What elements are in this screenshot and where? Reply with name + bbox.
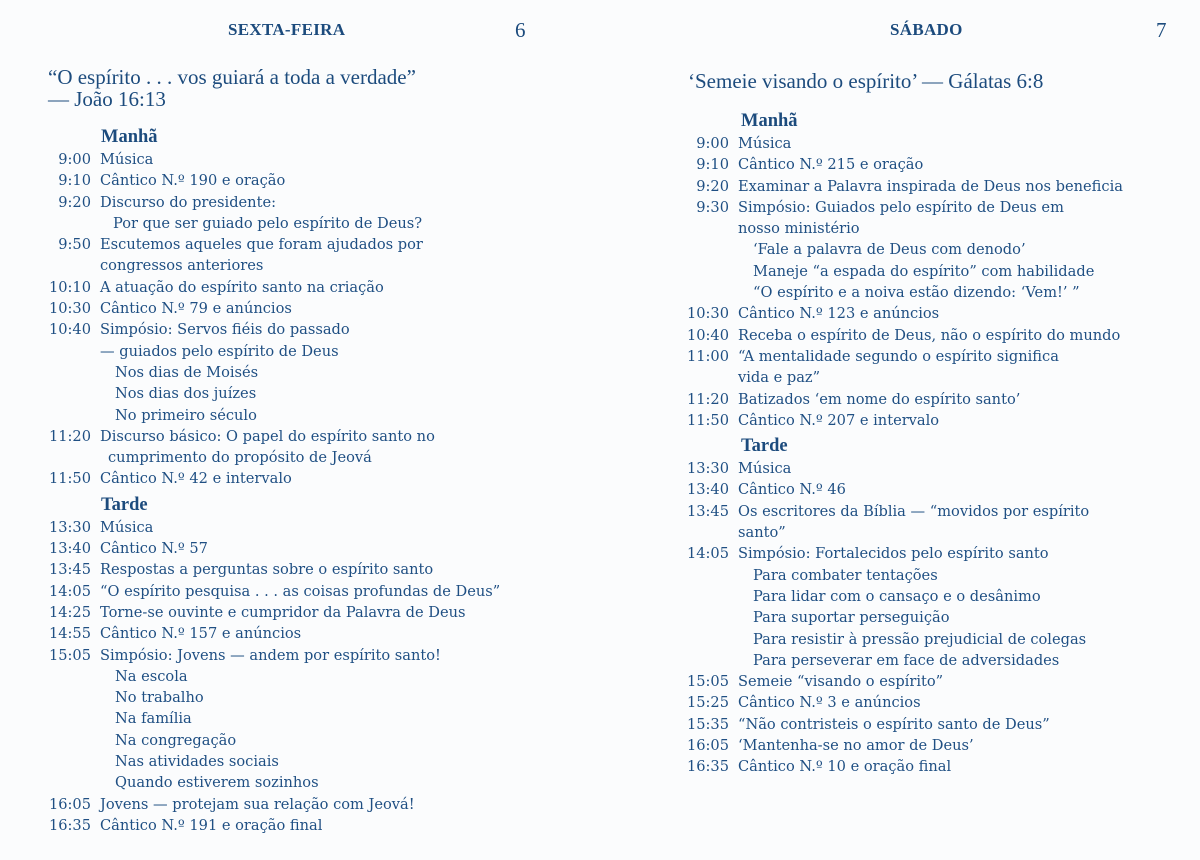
item-title: Simpósio: Servos fiéis do passado [100, 321, 350, 339]
program-item [600, 756, 1123, 777]
item-time: 13:40 [48, 540, 91, 558]
item-title: “Não contristeis o espírito santo de Deus” [738, 715, 1050, 733]
day-theme [48, 66, 568, 110]
item-time: 10:30 [686, 305, 729, 323]
program-item [600, 629, 1123, 650]
item-time: 14:05 [48, 582, 91, 600]
item-title: Música [738, 460, 792, 478]
item-title: Música [100, 151, 154, 168]
program-item [600, 218, 1123, 239]
item-time: 16:05 [686, 737, 729, 755]
program-item [600, 261, 1123, 282]
item-title: “A mentalidade segundo o espírito significa [738, 347, 1059, 365]
item-title: Música [100, 518, 154, 536]
item-title: ‘Fale a palavra de Deus com denodo’ [753, 241, 1026, 259]
page-number: 6 [515, 18, 526, 42]
item-time: 13:45 [48, 561, 91, 579]
program-item [600, 565, 1123, 586]
program-item [0, 298, 500, 319]
item-time: 9:00 [696, 135, 729, 152]
item-title: Os escritores da Bíblia — “movidos por espírito [738, 502, 1090, 520]
item-time: 14:25 [48, 603, 91, 621]
program-item [0, 277, 500, 298]
item-time: 11:50 [48, 470, 91, 488]
program-item [0, 645, 500, 666]
item-time: 16:05 [48, 795, 91, 813]
program-item [0, 623, 500, 644]
item-title: Cântico N.º 157 e anúncios [100, 625, 302, 643]
item-title: Cântico N.º 3 e anúncios [738, 694, 921, 712]
theme-line: — João 16:13 [48, 87, 166, 111]
item-title: Simpósio: Guiados pelo espírito de Deus em [738, 198, 1064, 216]
program-item [0, 383, 500, 404]
item-title: vida e paz” [738, 369, 821, 387]
item-time: 14:05 [686, 545, 729, 563]
item-title: Simpósio: Jovens — andem por espírito santo! [100, 646, 441, 664]
program-item [0, 170, 500, 191]
item-time: 13:40 [686, 481, 729, 499]
item-title: Cântico N.º 207 e intervalo [738, 411, 940, 429]
item-title: congressos anteriores [100, 257, 264, 275]
item-title: Cântico N.º 10 e oração final [738, 758, 952, 776]
item-time: 9:00 [58, 151, 91, 168]
program-item [0, 255, 500, 276]
program-item [0, 447, 500, 468]
item-title: Discurso básico: O papel do espírito santo no [100, 427, 435, 445]
program-item [0, 192, 500, 213]
item-title: nosso ministério [738, 220, 860, 238]
program-item [600, 303, 1123, 324]
section-title: Manhã [101, 127, 158, 147]
program-item [0, 581, 500, 602]
item-time: 10:30 [48, 300, 91, 318]
item-title: Para lidar com o cansaço e o desânimo [753, 587, 1041, 605]
program-item [600, 367, 1123, 388]
item-title: Cântico N.º 79 e anúncios [100, 300, 292, 318]
item-time: 9:50 [58, 236, 91, 254]
item-title: Semeie “visando o espírito” [738, 673, 944, 691]
program-item [0, 405, 500, 426]
program-item [0, 149, 500, 170]
program-item [0, 815, 500, 836]
day-heading: SÁBADO [890, 20, 963, 39]
day-theme [688, 70, 1188, 92]
item-title: “O espírito pesquisa . . . as coisas profundas de Deus” [100, 582, 501, 600]
program-item [600, 671, 1123, 692]
item-time: 10:10 [48, 278, 91, 296]
item-title: Nos dias dos juízes [115, 385, 257, 403]
program-item [600, 239, 1123, 260]
item-title: Para perseverar em face de adversidades [753, 651, 1060, 669]
item-title: Jovens — protejam sua relação com Jeová! [100, 795, 415, 813]
program-item [600, 543, 1123, 564]
program-item [600, 346, 1123, 367]
item-time: 9:20 [696, 177, 729, 195]
item-title: Na congregação [115, 731, 237, 749]
item-time: 10:40 [48, 321, 91, 339]
program-item [0, 234, 500, 255]
program-item [0, 751, 500, 772]
program-item [0, 538, 500, 559]
section-title: Tarde [101, 494, 148, 515]
theme-line: “O espírito . . . vos guiará a toda a verdade” [48, 65, 416, 89]
item-title: ‘Mantenha-se no amor de Deus’ [738, 737, 974, 755]
item-title: Nos dias de Moisés [115, 363, 259, 381]
item-title: Para resistir à pressão prejudicial de colegas [753, 630, 1087, 648]
item-title: Cântico N.º 215 e oração [738, 156, 924, 174]
item-title: Examinar a Palavra inspirada de Deus nos beneficia [738, 177, 1123, 195]
item-title: Cântico N.º 46 [738, 481, 846, 499]
program-list [0, 122, 500, 836]
program-item [600, 501, 1123, 522]
item-time: 9:10 [58, 172, 91, 190]
item-time: 13:30 [48, 518, 91, 536]
item-title: Para combater tentações [753, 566, 938, 584]
item-time: 10:40 [686, 326, 729, 344]
program-item [600, 410, 1123, 431]
program-item [600, 282, 1123, 303]
item-title: Cântico N.º 57 [100, 540, 208, 558]
program-item [600, 479, 1123, 500]
item-time: 9:10 [696, 156, 729, 174]
item-title: Receba o espírito de Deus, não o espírito do mundo [738, 326, 1121, 344]
program-item [600, 522, 1123, 543]
program-item [0, 794, 500, 815]
item-time: 15:05 [686, 673, 729, 691]
program-item [600, 458, 1123, 479]
program-item [0, 687, 500, 708]
section-title: Tarde [741, 436, 788, 457]
program-item [0, 426, 500, 447]
item-time: 13:30 [686, 460, 729, 478]
program-item [0, 666, 500, 687]
theme-line: ‘Semeie visando o espírito’ — Gálatas 6:8 [688, 69, 1044, 93]
item-title: Discurso do presidente: [100, 193, 276, 211]
item-title: Maneje “a espada do espírito” com habilidade [753, 262, 1095, 280]
item-time: 13:45 [686, 502, 729, 520]
item-title: Cântico N.º 42 e intervalo [100, 470, 292, 488]
right-page [600, 0, 1200, 860]
program-item [0, 602, 500, 623]
program-item [0, 772, 500, 793]
item-title: Simpósio: Fortalecidos pelo espírito santo [738, 545, 1049, 563]
item-title: santo” [738, 524, 786, 542]
item-title: Cântico N.º 123 e anúncios [738, 305, 940, 323]
item-title: Na família [115, 710, 192, 728]
item-title: Cântico N.º 190 e oração [100, 172, 286, 190]
item-time: 9:20 [58, 193, 91, 211]
program-item [600, 176, 1123, 197]
item-title: cumprimento do propósito de Jeová [108, 449, 372, 467]
item-title: Cântico N.º 191 e oração final [100, 816, 323, 834]
section-title: Manhã [741, 111, 798, 131]
item-time: 15:05 [48, 646, 91, 664]
item-time: 15:25 [686, 694, 729, 712]
program-item [600, 325, 1123, 346]
item-title: Respostas a perguntas sobre o espírito santo [100, 561, 434, 579]
item-time: 16:35 [48, 816, 91, 834]
item-title: Na escola [115, 667, 188, 685]
item-title: Por que ser guiado pelo espírito de Deus? [113, 214, 423, 232]
page-number: 7 [1156, 18, 1167, 42]
program-item [600, 197, 1123, 218]
program-item [0, 468, 500, 489]
program-item [600, 692, 1123, 713]
program-list [600, 106, 1123, 778]
program-item [0, 708, 500, 729]
item-time: 16:35 [686, 758, 729, 776]
item-time: 11:20 [686, 390, 729, 408]
item-title: No trabalho [115, 689, 204, 707]
item-time: 9:30 [696, 198, 729, 216]
item-time: 14:55 [48, 625, 91, 643]
item-title: “O espírito e a noiva estão dizendo: ‘Vem!’ ” [753, 284, 1080, 302]
program-item [600, 607, 1123, 628]
item-title: Quando estiverem sozinhos [115, 774, 319, 792]
item-title: Para suportar perseguição [753, 609, 950, 627]
item-title: A atuação do espírito santo na criação [100, 278, 384, 296]
program-item [0, 559, 500, 580]
program-item [600, 714, 1123, 735]
item-title: Música [738, 135, 792, 152]
program-item [0, 319, 500, 340]
program-item [0, 213, 500, 234]
item-title: No primeiro século [115, 406, 257, 424]
program-item [0, 341, 500, 362]
item-time: 11:50 [686, 411, 729, 429]
program-item [0, 517, 500, 538]
item-time: 11:20 [48, 427, 91, 445]
item-title: Nas atividades sociais [115, 753, 279, 771]
item-time: 15:35 [686, 715, 729, 733]
program-item [600, 154, 1123, 175]
program-item [600, 389, 1123, 410]
program-item [0, 730, 500, 751]
item-title: Batizados ‘em nome do espírito santo’ [738, 390, 1021, 408]
item-title: — guiados pelo espírito de Deus [100, 342, 339, 360]
item-title: Escutemos aqueles que foram ajudados por [100, 236, 423, 254]
program-item [0, 362, 500, 383]
item-title: Torne-se ouvinte e cumpridor da Palavra de Deus [100, 603, 466, 621]
day-heading: SEXTA-FEIRA [228, 20, 346, 39]
item-time: 11:00 [686, 347, 729, 365]
program-item [600, 586, 1123, 607]
program-item [600, 735, 1123, 756]
program-item [600, 650, 1123, 671]
program-item [600, 133, 1123, 154]
